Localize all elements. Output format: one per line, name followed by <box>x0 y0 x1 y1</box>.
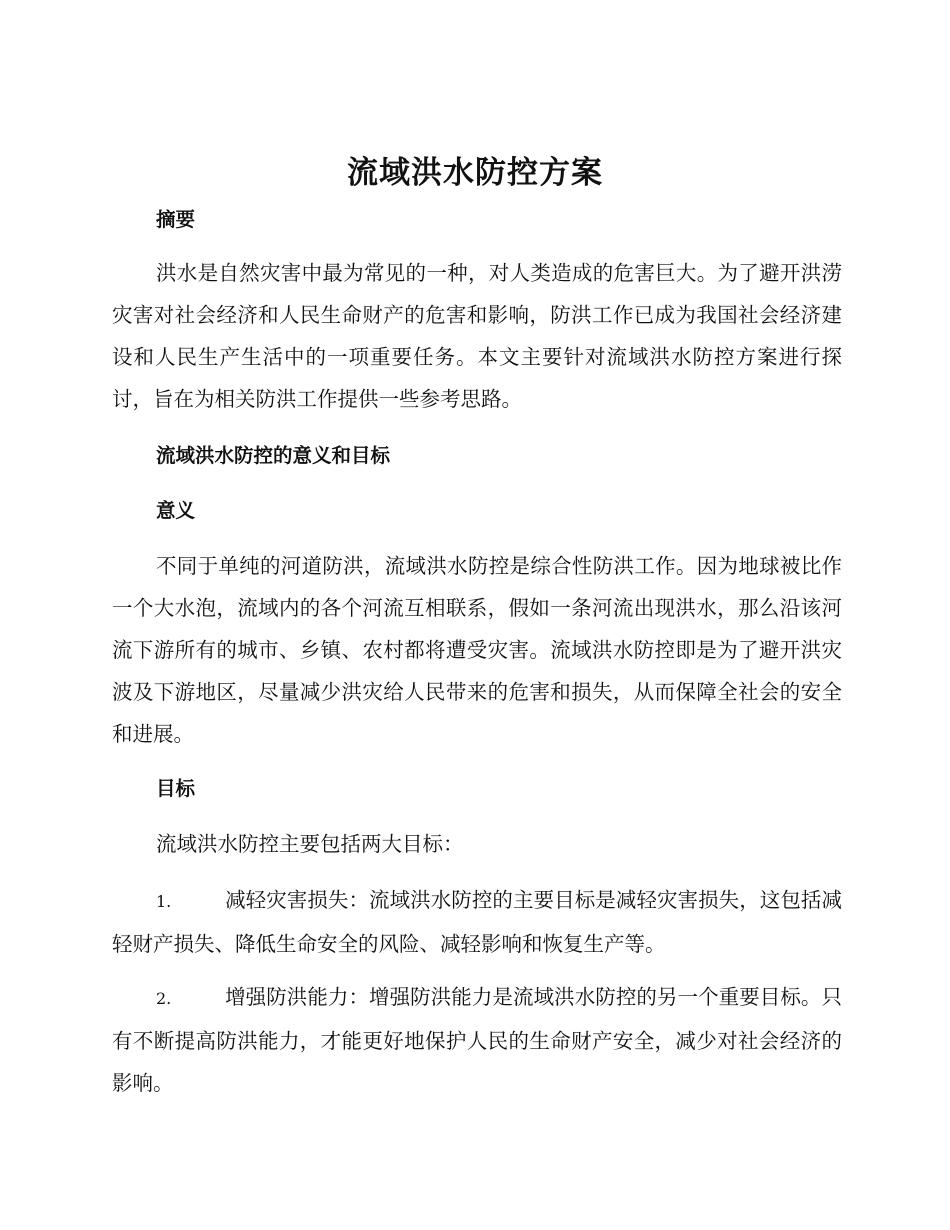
goal-list-item <box>112 976 842 1104</box>
goal-list-number: 2. <box>156 989 172 1008</box>
goals-intro-paragraph: 流域洪水防控主要包括两大目标： <box>156 832 464 856</box>
goals-heading: 目标 <box>156 777 196 800</box>
document-title: 流域洪水防控方案 <box>347 155 603 191</box>
goal-list-item <box>112 879 842 965</box>
section-heading-significance-and-goals: 流域洪水防控的意义和目标 <box>156 444 391 467</box>
abstract-heading: 摘要 <box>156 208 196 231</box>
goal-list-text: 增强防洪能力：增强防洪能力是流域洪水防控的另一个重要目标。只有不断提高防洪能力，才能更好地保护人民的生命财产安全，减少对社会经济的影响。 <box>112 985 842 1095</box>
goal-list-text: 减轻灾害损失：流域洪水防控的主要目标是减轻灾害损失，这包括减轻财产损失、降低生命安全的风险、减轻影响和恢复生产等。 <box>112 888 842 956</box>
significance-paragraph: 不同于单纯的河道防洪，流域洪水防控是综合性防洪工作。因为地球被比作一个大水泡，流域内的各个河流互相联系，假如一条河流出现洪水，那么沿该河流下游所有的城市、乡镇、农村都将遭受灾害。流域洪水防控即是为了避开洪灾波及下游地区，尽量减少洪灾给人民带来的危害和损失，从而保障全社会的安全和进展。 <box>112 554 842 746</box>
abstract-paragraph: 洪水是自然灾害中最为常见的一种，对人类造成的危害巨大。为了避开洪涝灾害对社会经济和人民生命财产的危害和影响，防洪工作已成为我国社会经济建设和人民生产生活中的一项重要任务。本文主要针对流域洪水防控方案进行探讨，旨在为相关防洪工作提供一些参考思路。 <box>112 261 842 411</box>
significance-heading: 意义 <box>156 499 196 522</box>
goal-list-number: 1. <box>156 892 172 911</box>
